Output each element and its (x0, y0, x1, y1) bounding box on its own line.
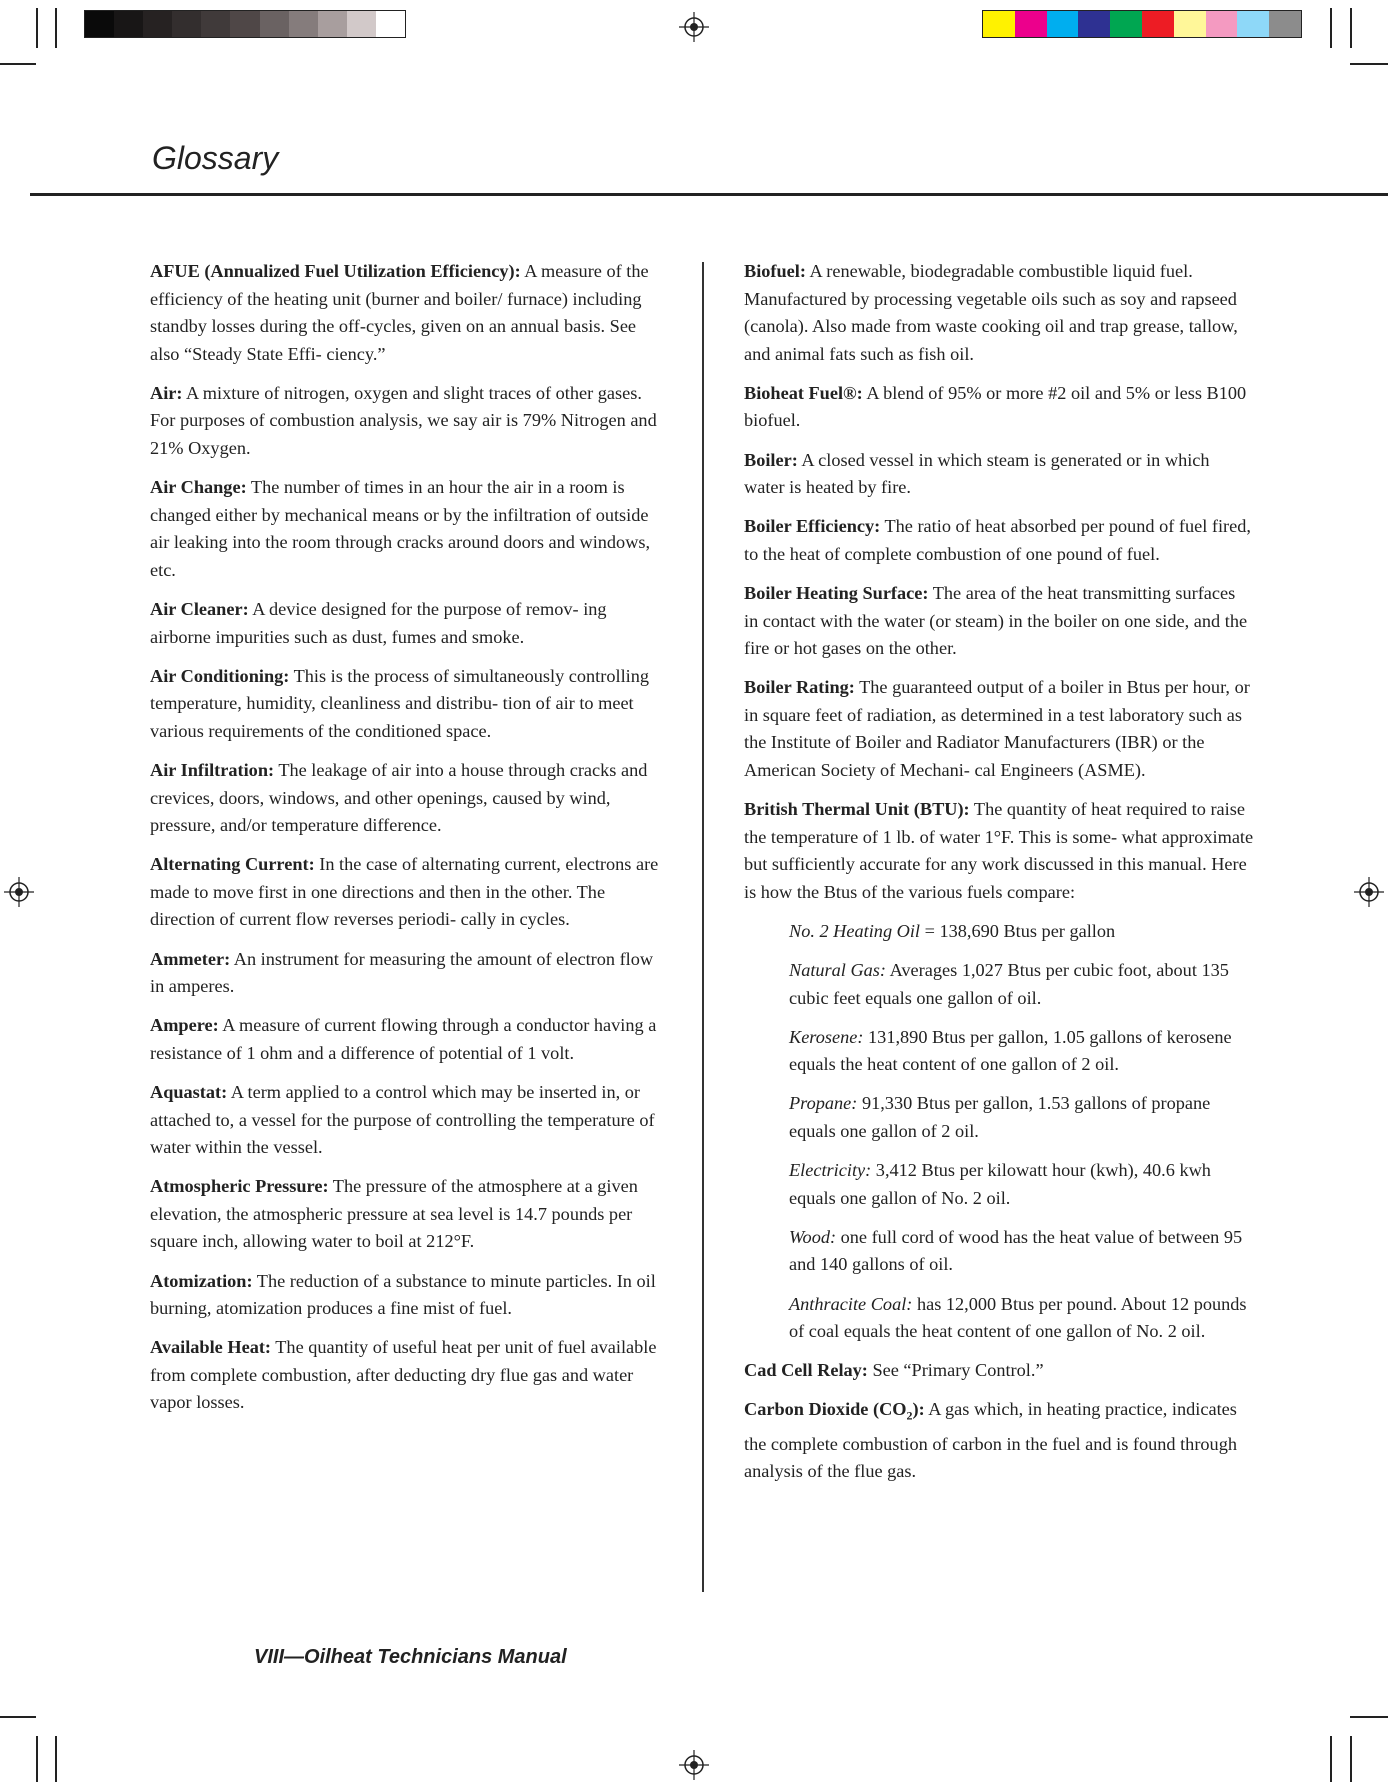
glossary-entry (744, 796, 1254, 906)
glossary-term: Boiler: (744, 449, 798, 470)
color-swatch (983, 11, 1015, 37)
glossary-definition: An instrument for measuring the amount of electron flow in amperes. (150, 948, 654, 997)
glossary-term: Bioheat Fuel®: (744, 382, 863, 403)
term-subscript: 2 (906, 1408, 913, 1423)
crop-mark (1350, 1736, 1352, 1782)
registration-mark-icon (1354, 877, 1384, 907)
fuel-entry (789, 1024, 1254, 1079)
glossary-term: Air Cleaner: (150, 599, 249, 620)
glossary-definition: The area of the heat transmitting surfaces in contact with the water (or steam) in the boiler on one side, and the fire or hot gases on the other. (744, 582, 1248, 659)
glossary-term: Air Conditioning: (150, 665, 290, 686)
fuel-value: 91,330 Btus per gallon, 1.53 gallons of propane equals one gallon of 2 oil. (789, 1093, 1211, 1142)
color-swatch (318, 11, 347, 37)
color-calibration-bar (982, 10, 1302, 38)
fuel-name: Electricity: (789, 1160, 872, 1181)
fuel-value: 131,890 Btus per gallon, 1.05 gallons of kerosene equals the heat content of one gallon of 2 oil. (789, 1026, 1232, 1075)
fuel-entry (789, 957, 1254, 1012)
glossary-entry (150, 851, 660, 934)
term-prefix: Carbon Dioxide (CO (744, 1399, 907, 1420)
fuel-comparison-list (744, 918, 1254, 1346)
registration-mark-icon (679, 12, 709, 42)
glossary-entry (150, 946, 660, 1001)
glossary-term: Boiler Heating Surface: (744, 582, 929, 603)
glossary-entry (150, 474, 660, 584)
glossary-definition: The leakage of air into a house through cracks and crevices, doors, windows, and other openings, caused by wind, pressure, and/or temperature difference. (150, 760, 648, 836)
glossary-definition: A measure of the efficiency of the heating unit (burner and boiler/ furnace) including standby losses during the off-cycles, given on an annual basis. See also “Steady State Effi- ciency.” (150, 261, 649, 364)
fuel-name: Propane: (789, 1093, 858, 1114)
color-swatch (1174, 11, 1206, 37)
glossary-term: British Thermal Unit (BTU): (744, 799, 970, 820)
glossary-term: Ampere: (150, 1015, 219, 1036)
color-swatch (230, 11, 259, 37)
fuel-value: 3,412 Btus per kilowatt hour (kwh), 40.6 kwh equals one gallon of No. 2 oil. (789, 1160, 1211, 1208)
glossary-term: Air Change: (150, 477, 247, 498)
glossary-definition: A blend of 95% or more #2 oil and 5% or less B100 biofuel. (744, 382, 1247, 431)
glossary-entry (150, 380, 660, 463)
crop-mark (1330, 8, 1332, 48)
glossary-term: Air: (150, 382, 183, 403)
glossary-definition: This is the process of simultaneously controlling temperature, humidity, cleanliness and distribu- tion of air to meet various requirements of the conditioned space. (150, 665, 650, 741)
glossary-term: Air Infiltration: (150, 760, 275, 780)
glossary-definition: The pressure of the atmosphere at a given elevation, the atmospheric pressure at sea level is 14.7 pounds per square inch, allowing water to boil at 212°F. (150, 1176, 638, 1252)
glossary-entry (150, 1173, 660, 1256)
crop-mark (55, 8, 57, 48)
header-rule (30, 193, 1388, 196)
crop-mark (0, 63, 36, 65)
glossary-term: Cad Cell Relay: (744, 1360, 868, 1381)
fuel-name: No. 2 Heating Oil (789, 920, 921, 941)
column-divider (702, 262, 704, 1592)
glossary-term: Alternating Current: (150, 854, 315, 875)
color-swatch (1206, 11, 1238, 37)
glossary-entry (744, 674, 1254, 784)
fuel-name: Kerosene: (789, 1026, 864, 1047)
glossary-definition: The reduction of a substance to minute particles. In oil burning, atomization produces a fine mist of fuel. (150, 1270, 656, 1319)
fuel-name: Anthracite Coal: (789, 1293, 913, 1314)
color-swatch (376, 11, 405, 37)
glossary-definition: The quantity of useful heat per unit of fuel available from complete combustion, after deducting dry flue gas and water vapor losses. (150, 1337, 657, 1413)
glossary-definition: A mixture of nitrogen, oxygen and slight traces of other gases. For purposes of combustion analysis, we say air is 79% Nitrogen and 21% Oxygen. (150, 382, 657, 459)
page-title: Glossary (152, 140, 279, 176)
glossary-term: Ammeter: (150, 948, 231, 969)
color-swatch (1015, 11, 1047, 37)
glossary-definition: See “Primary Control.” (867, 1360, 1044, 1381)
color-swatch (1047, 11, 1079, 37)
crop-mark (0, 1716, 36, 1718)
glossary-entry (150, 1334, 660, 1417)
grayscale-calibration-bar (84, 10, 406, 38)
glossary-entry (744, 1396, 1254, 1485)
glossary-entry (744, 580, 1254, 663)
fuel-entry (789, 918, 1254, 946)
glossary-definition: A measure of current flowing through a conductor having a resistance of 1 ohm and a difference of potential of 1 volt. (150, 1015, 657, 1063)
crop-mark (1350, 8, 1352, 48)
term-suffix: ): (912, 1399, 925, 1420)
glossary-term: Biofuel: (744, 261, 806, 281)
crop-mark (36, 1736, 38, 1782)
glossary-column-right (744, 258, 1254, 1497)
fuel-name: Natural Gas: (789, 960, 887, 981)
fuel-entry (789, 1291, 1254, 1346)
crop-mark (1330, 1736, 1332, 1782)
color-swatch (1237, 11, 1269, 37)
glossary-term (744, 1399, 925, 1423)
color-swatch (347, 11, 376, 37)
glossary-column-left (150, 258, 660, 1428)
crop-mark (36, 8, 38, 48)
glossary-entry (150, 663, 660, 746)
color-swatch (260, 11, 289, 37)
fuel-entry (789, 1090, 1254, 1145)
color-swatch (114, 11, 143, 37)
glossary-entry (150, 1012, 660, 1067)
glossary-term: Boiler Efficiency: (744, 516, 881, 537)
glossary-definition: A closed vessel in which steam is generated or in which water is heated by fire. (744, 449, 1210, 498)
fuel-value: = 138,690 Btus per gallon (920, 920, 1116, 941)
glossary-entry (150, 1079, 660, 1162)
fuel-name: Wood: (789, 1226, 837, 1247)
fuel-entry (789, 1224, 1254, 1279)
glossary-entry (744, 447, 1254, 502)
glossary-definition: A gas which, in heating practice, indicates the complete combustion of carbon in the fuel and is found through analysis of the flue gas. (744, 1399, 1237, 1482)
glossary-term: Aquastat: (150, 1081, 228, 1102)
color-swatch (172, 11, 201, 37)
color-swatch (1142, 11, 1174, 37)
glossary-term: Atomization: (150, 1270, 253, 1291)
glossary-term: Boiler Rating: (744, 677, 855, 698)
fuel-value: one full cord of wood has the heat value of between 95 and 140 gallons of oil. (789, 1226, 1243, 1275)
glossary-entry (150, 258, 660, 368)
fuel-entry (789, 1157, 1254, 1212)
glossary-definition: The guaranteed output of a boiler in Btus per hour, or in square feet of radiation, as determined in a test laboratory such as the Institute of Boiler and Radiator Manufacturers (IBR) or the American Society of Mechani- cal Engineers (ASME). (744, 677, 1250, 780)
glossary-term: AFUE (Annualized Fuel Utilization Efficiency): (150, 261, 521, 281)
crop-mark (1350, 1716, 1388, 1718)
glossary-definition: A renewable, biodegradable combustible liquid fuel. Manufactured by processing vegetable oils such as soy and rapseed (canola). Also made from waste cooking oil and trap grease, tallow, and animal fats such as fish oil. (744, 261, 1238, 364)
color-swatch (289, 11, 318, 37)
glossary-definition: A device designed for the purpose of remov- ing airborne impurities such as dust, fumes and smoke. (150, 599, 607, 647)
glossary-definition: In the case of alternating current, electrons are made to move first in one directions and then in the other. The direction of current flow reverses periodi- cally in cycles. (150, 854, 659, 930)
color-swatch (143, 11, 172, 37)
crop-mark (1350, 63, 1388, 65)
color-swatch (1110, 11, 1142, 37)
color-swatch (1078, 11, 1110, 37)
glossary-term: Available Heat: (150, 1337, 272, 1358)
glossary-entry (744, 513, 1254, 568)
glossary-definition: The quantity of heat required to raise the temperature of 1 lb. of water 1°F. This is some- what approximate but sufficiently accurate for any work discussed in this manual. Here is how the Btus of the various fuels compare: (744, 799, 1254, 902)
fuel-value: has 12,000 Btus per pound. About 12 pounds of coal equals the heat content of one gallon of No. 2 oil. (789, 1293, 1247, 1342)
color-swatch (85, 11, 114, 37)
glossary-definition: The number of times in an hour the air in a room is changed either by mechanical means or by the infiltration of outside air leaking into the room through cracks around doors and windows, etc. (150, 477, 651, 580)
glossary-entry (744, 258, 1254, 368)
fuel-value: Averages 1,027 Btus per cubic foot, about 135 cubic feet equals one gallon of oil. (789, 960, 1229, 1008)
crop-mark (55, 1736, 57, 1782)
glossary-entry (150, 757, 660, 840)
glossary-definition: The ratio of heat absorbed per pound of fuel fired, to the heat of complete combustion of one pound of fuel. (744, 516, 1251, 564)
glossary-entry (150, 596, 660, 651)
color-swatch (201, 11, 230, 37)
glossary-entry (150, 1268, 660, 1323)
glossary-term: Atmospheric Pressure: (150, 1176, 329, 1197)
glossary-entry (744, 1357, 1254, 1385)
registration-mark-icon (4, 877, 34, 907)
registration-mark-icon (679, 1750, 709, 1780)
glossary-definition: A term applied to a control which may be inserted in, or attached to, a vessel for the purpose of controlling the temperature of water within the vessel. (150, 1081, 655, 1158)
page-footer: VIII—Oilheat Technicians Manual (254, 1646, 567, 1668)
glossary-entry (744, 380, 1254, 435)
color-swatch (1269, 11, 1301, 37)
